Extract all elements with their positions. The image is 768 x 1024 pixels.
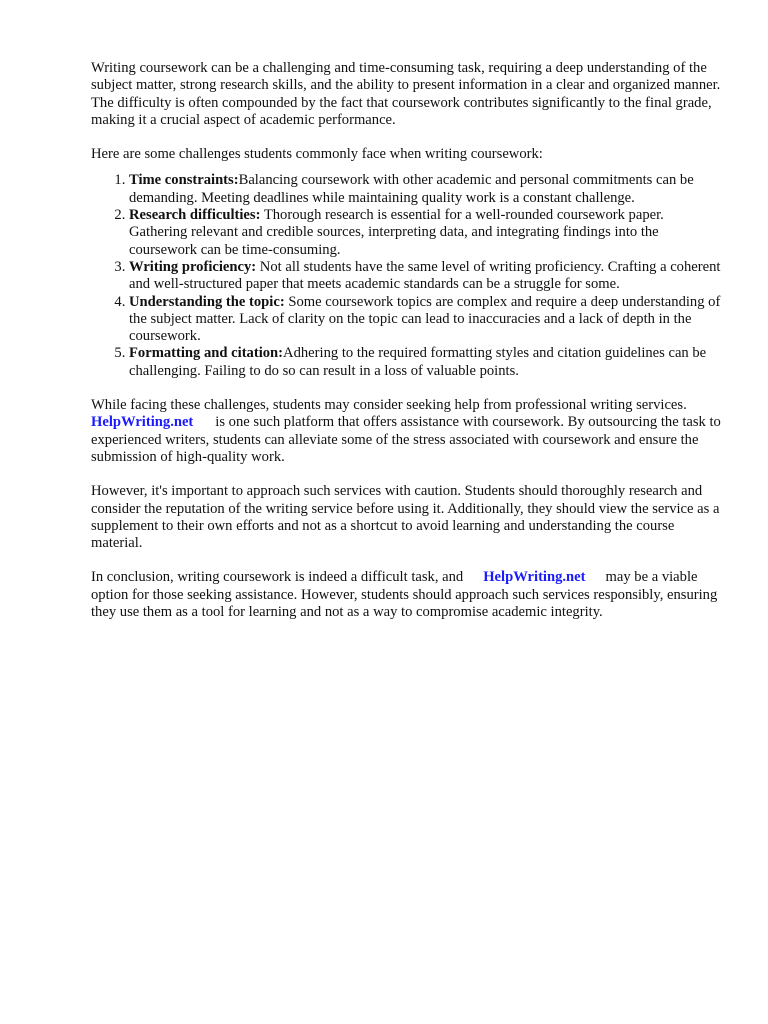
intro-paragraph: Writing coursework can be a challenging and time-consuming task, requiring a deep understanding of the subject matter, strong research skills, and the ability to present information in a clear and organized manner. The difficulty is often compounded by the fact that coursework contributes significantly to the final grade, making it a crucial aspect of academic performance. [91,60,721,128]
challenge-term: Formatting and citation: [129,345,284,362]
challenge-text: Adhering to the required formatting styles and citation guidelines can be challenging. Failing to do so can result in a loss of valuable points. [129,345,707,379]
challenges-lead: Here are some challenges students commonly face when writing coursework: [91,146,543,163]
conclusion-paragraph [91,569,721,621]
helpwriting-link[interactable]: HelpWriting.net [483,569,586,586]
conclusion-text-before: In conclusion, writing coursework is indeed a difficult task, and [91,569,464,586]
challenge-text: Thorough research is essential for a well-rounded coursework paper. Gathering relevant and credible sources, interpreting data, and integrating findings into the coursework can be time-consuming. [129,207,664,258]
challenge-term: Understanding the topic: [129,293,285,310]
list-item [129,207,721,259]
challenge-term: Time constraints: [129,172,239,189]
document-body [91,60,721,621]
help-text-before: While facing these challenges, students may consider seeking help from professional writing services. [91,397,687,414]
help-paragraph [91,397,721,466]
list-item [129,294,721,346]
help-text-after: is one such platform that offers assistance with coursework. By outsourcing the task to experienced writers, students can alleviate some of the stress associated with coursework and ensure the submission of high-quality work. [91,414,721,465]
challenge-text: Balancing coursework with other academic and personal commitments can be demanding. Meeting deadlines while maintaining quality work is a constant challenge. [129,172,694,206]
list-item [129,259,721,294]
helpwriting-link[interactable]: HelpWriting.net [91,414,194,431]
challenge-term: Research difficulties: [129,207,261,224]
list-item [129,172,721,207]
conclusion-text-after: may be a viable option for those seeking assistance. However, students should approach such services responsibly, ensuring they use them as a tool for learning and not as a way to compromise academic integrity. [91,569,718,621]
caution-paragraph: However, it's important to approach such services with caution. Students should thoroughly research and consider the reputation of the writing service before using it. Additionally, they should view the service as a supplement to their own efforts and not as a shortcut to avoid learning and understanding the course material. [91,483,720,552]
challenge-text: Some coursework topics are complex and require a deep understanding of the subject matter. Lack of clarity on the topic can lead to inaccuracies and a lack of depth in the coursework. [129,293,721,345]
list-item [129,345,721,380]
challenge-text: Not all students have the same level of writing proficiency. Crafting a coherent and well-structured paper that meets academic standards can be a struggle for some. [129,258,721,293]
challenge-term: Writing proficiency: [129,258,257,275]
challenges-list [91,172,721,380]
